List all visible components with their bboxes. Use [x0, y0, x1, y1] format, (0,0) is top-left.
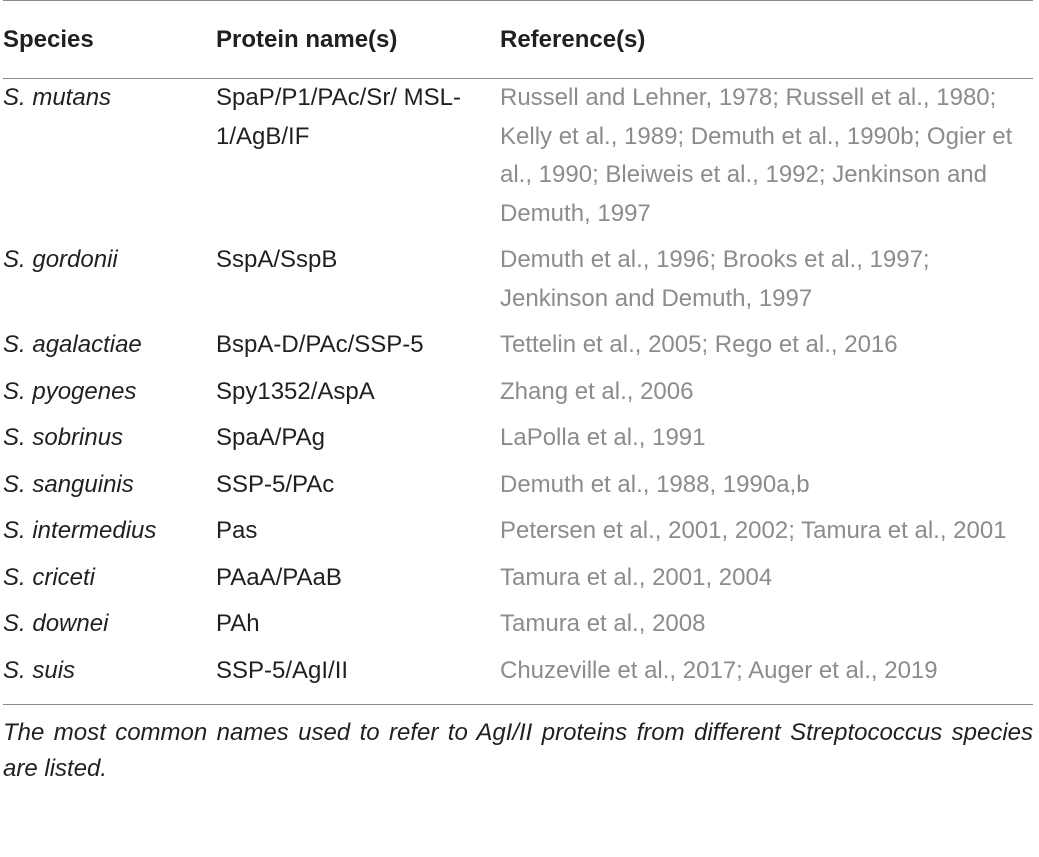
header-protein-names: Protein name(s): [216, 26, 398, 53]
protein-cell: SpaA/PAg: [216, 424, 325, 451]
species-cell: S. agalactiae: [3, 331, 142, 358]
protein-cell: Pas: [216, 517, 258, 544]
species-cell: S. suis: [3, 656, 76, 684]
reference-cell: LaPolla et al., 1991: [500, 424, 706, 451]
protein-cell: Spy1352/AspA: [216, 377, 375, 405]
table-row: [3, 512, 1033, 559]
bottom-rule: [3, 704, 1033, 705]
protein-cell: PAaA/PAaB: [216, 563, 342, 591]
species-cell: S. mutans: [3, 84, 112, 111]
species-cell: S. sanguinis: [3, 470, 134, 498]
table-row: [3, 466, 1033, 513]
protein-cell: SspA/SspB: [216, 246, 338, 273]
reference-cell: Russell and Lehner, 1978; Russell et al., 1980; Kelly et al., 1989; Demuth et al., 1990b; Ogier et al., 1990; Bleiweis et al., 1992; Jenkinson and Demuth, 1997: [500, 84, 1013, 227]
species-cell: S. intermedius: [3, 517, 157, 544]
protein-cell: PAh: [216, 610, 260, 637]
species-cell: S. gordonii: [3, 246, 118, 273]
protein-cell: SSP-5/AgI/II: [216, 656, 349, 684]
reference-cell: Demuth et al., 1996; Brooks et al., 1997; Jenkinson and Demuth, 1997: [500, 246, 930, 312]
protein-cell: SpaP/P1/PAc/Sr/ MSL-1/AgB/IF: [216, 84, 461, 150]
species-protein-table: [3, 0, 1033, 705]
reference-cell: Demuth et al., 1988, 1990a,b: [500, 470, 810, 498]
header-species: Species: [3, 26, 94, 53]
species-cell: S. downei: [3, 610, 109, 637]
reference-cell: Petersen et al., 2001, 2002; Tamura et al., 2001: [500, 517, 1007, 544]
table-row: [3, 326, 1033, 373]
table-row: [3, 79, 1033, 241]
species-cell: S. pyogenes: [3, 377, 137, 405]
reference-cell: Chuzeville et al., 2017; Auger et al., 2019: [500, 656, 938, 684]
species-cell: S. criceti: [3, 563, 96, 591]
data-table: [3, 1, 1033, 704]
reference-cell: Tettelin et al., 2005; Rego et al., 2016: [500, 331, 898, 358]
table-row: [3, 373, 1033, 420]
reference-cell: Tamura et al., 2001, 2004: [500, 563, 773, 591]
table-row: [3, 241, 1033, 326]
reference-cell: Zhang et al., 2006: [500, 377, 694, 405]
species-cell: S. sobrinus: [3, 424, 124, 451]
table-footnote: The most common names used to refer to AgI/II proteins from different Streptococcus species are listed.: [3, 719, 1033, 782]
table-row: [3, 559, 1033, 606]
table-row: [3, 419, 1033, 466]
header-row: [3, 1, 1033, 78]
header-references: Reference(s): [500, 26, 646, 53]
reference-cell: Tamura et al., 2008: [500, 610, 706, 637]
protein-cell: BspA-D/PAc/SSP-5: [216, 331, 424, 358]
table-row: [3, 652, 1033, 705]
table-row: [3, 605, 1033, 652]
protein-cell: SSP-5/PAc: [216, 470, 335, 498]
